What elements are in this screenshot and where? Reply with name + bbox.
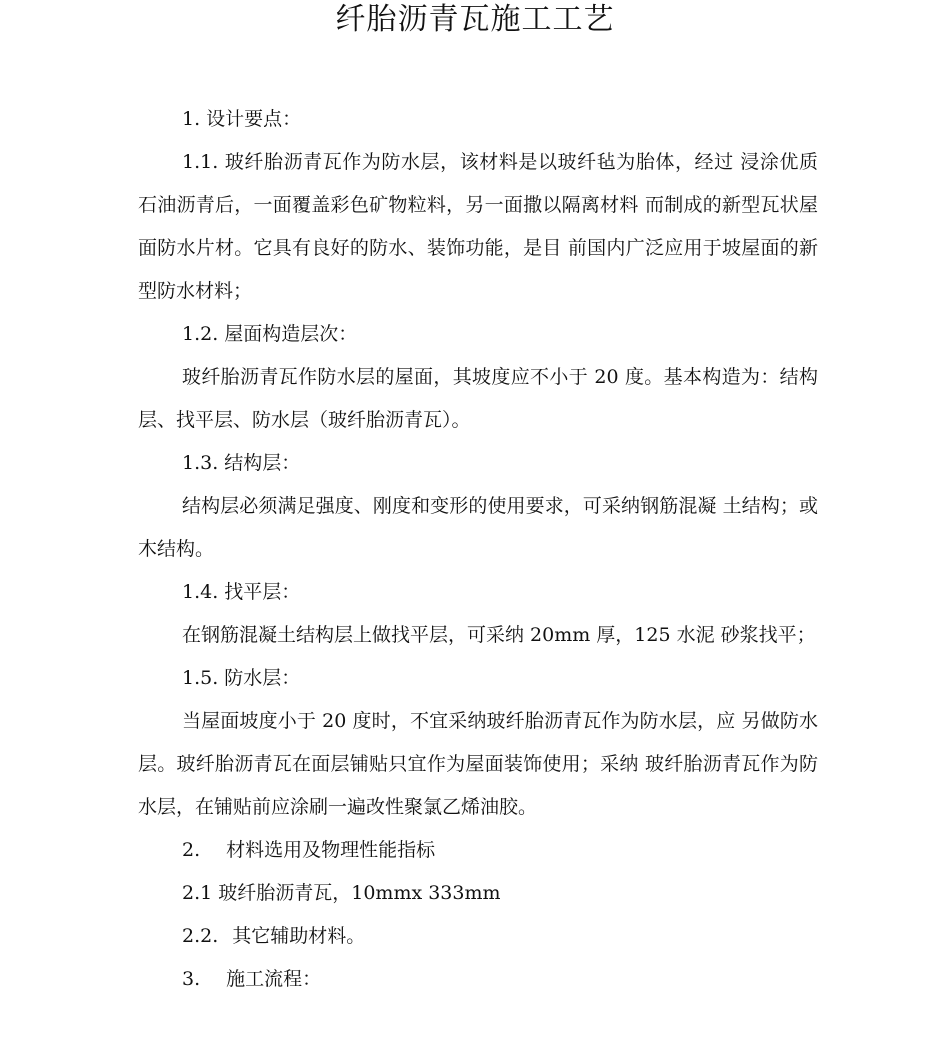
document-title: 纤胎沥青瓦施工工艺 [335, 2, 615, 37]
list-item-shingle [138, 872, 818, 915]
paragraph-material-description: 1.1. 玻纤胎沥青瓦作为防水层，该材料是以玻纤毡为胎体，经过 浸涂优质石油沥青后，一面覆盖彩色矿物粒料，另一面撒以隔离材料 而制成的新型瓦状屋面防水片材。它具有良好的防水、装饰功能，是目 前国内广泛应用于坡屋面的新型防水材料； [138, 151, 818, 302]
paragraph-roof-layers: 玻纤胎沥青瓦作防水层的屋面，其坡度应不小于 20 度。基本构造为：结构层、找平层、防水层（玻纤胎沥青瓦）。 [138, 366, 818, 431]
list-text: 材料选用及物理性能指标 [226, 839, 436, 861]
section-heading-process [138, 958, 818, 1001]
section-heading-leveling-layer: 1.4. 找平层： [182, 581, 301, 603]
list-item-auxiliary [138, 915, 818, 958]
list-text: 其它辅助材料。 [232, 925, 366, 947]
section-heading-materials [138, 829, 818, 872]
document-body [138, 98, 818, 1001]
paragraph-leveling-layer: 在钢筋混凝土结构层上做找平层，可采纳 20mm 厚，125 水泥 砂浆找平； [182, 624, 816, 646]
list-number: 3. [182, 968, 201, 990]
paragraph-waterproof-layer: 当屋面坡度小于 20 度时，不宜采纳玻纤胎沥青瓦作为防水层，应 另做防水层。玻纤胎沥青瓦在面层铺贴只宜作为屋面装饰使用；采纳 玻纤胎沥青瓦作为防水层，在铺贴前应涂刷一遍改性聚氯乙烯油胶。 [138, 710, 818, 818]
list-text: 施工流程： [226, 968, 322, 990]
section-heading-roof-layers: 1.2. 屋面构造层次： [182, 323, 358, 345]
section-heading-design-points: 1. 设计要点： [182, 108, 302, 130]
paragraph-structural-layer: 结构层必须满足强度、刚度和变形的使用要求，可采纳钢筋混凝 土结构；或木结构。 [138, 495, 818, 560]
list-number: 2.2. [182, 925, 219, 947]
list-text: 2.1 玻纤胎沥青瓦，10mmx 333mm [182, 882, 501, 904]
section-heading-structural-layer: 1.3. 结构层： [182, 452, 301, 474]
list-number: 2. [182, 839, 201, 861]
section-heading-waterproof-layer: 1.5. 防水层： [182, 667, 301, 689]
